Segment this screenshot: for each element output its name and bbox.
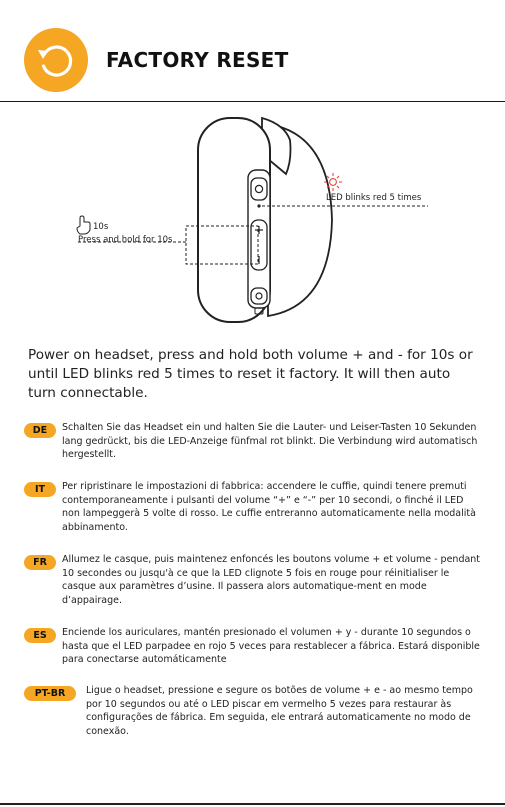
lang-text: Allumez le casque, puis maintenez enfoncés les boutons volume + et volume - pendant 10 secondes ou jusqu'à ce que la LED clignote 5 fois en rouge pour réinitialiser le casque aux paramètres d’usine. Il passera alors automatique-ment en mode d’appairage.	[62, 554, 481, 607]
lang-badge: DE	[24, 423, 56, 438]
lang-text: Schalten Sie das Headset ein und halten Sie die Lauter- und Leiser-Tasten 10 Sekunden lang gedrückt, bis die LED-Anzeige fünfmal rot blinkt. Die Verbindung wird automatisch hergestellt.	[62, 422, 478, 461]
press-instruction-label: Press and hold for 10s	[78, 235, 173, 245]
header	[24, 28, 484, 92]
lang-text: Per ripristinare le impostazioni di fabbrica: accendere le cuffie, quindi tenere premuti contemporaneamente i pulsanti del volume “+” e “-” per 10 secondi, o finché il LED non lampeggerà 5 volte di rosso. Le cuffie entreranno automaticamente nella modalità abbinamento.	[62, 481, 476, 534]
lang-badge: PT-BR	[24, 686, 76, 701]
lang-badge: ES	[24, 628, 56, 643]
header-divider	[0, 101, 505, 102]
hand-press-icon	[77, 216, 90, 234]
lang-text: Ligue o headset, pressione e segure os botões de volume + e - ao mesmo tempo por 10 segundos ou até o LED piscar em vermelho 5 vezes para restaurar às configurações de fábrica. Em seguida, ele entrará automaticamente no modo de conexão.	[86, 685, 473, 738]
intro-text: Power on headset, press and hold both volume + and - for 10s or until LED blinks red 5 times to reset it factory. It will then auto turn connectable.	[28, 347, 473, 401]
led-note-label: LED blinks red 5 times	[326, 193, 422, 203]
lang-text: Enciende los auriculares, mantén presionado el volumen + y - durante 10 segundos o hasta que el LED parpadee en rojo 5 veces para restablecer a fábrica. Estará disponible para conectarse automáticamente	[62, 627, 480, 666]
lang-badge: IT	[24, 482, 56, 497]
lang-badge: FR	[24, 555, 56, 570]
press-duration-label: 10s	[93, 222, 109, 232]
page-title: FACTORY RESET	[106, 48, 289, 72]
headset-diagram	[0, 110, 505, 330]
headset-illustration	[0, 110, 505, 330]
bottom-divider	[0, 803, 505, 805]
reset-icon	[24, 28, 88, 92]
